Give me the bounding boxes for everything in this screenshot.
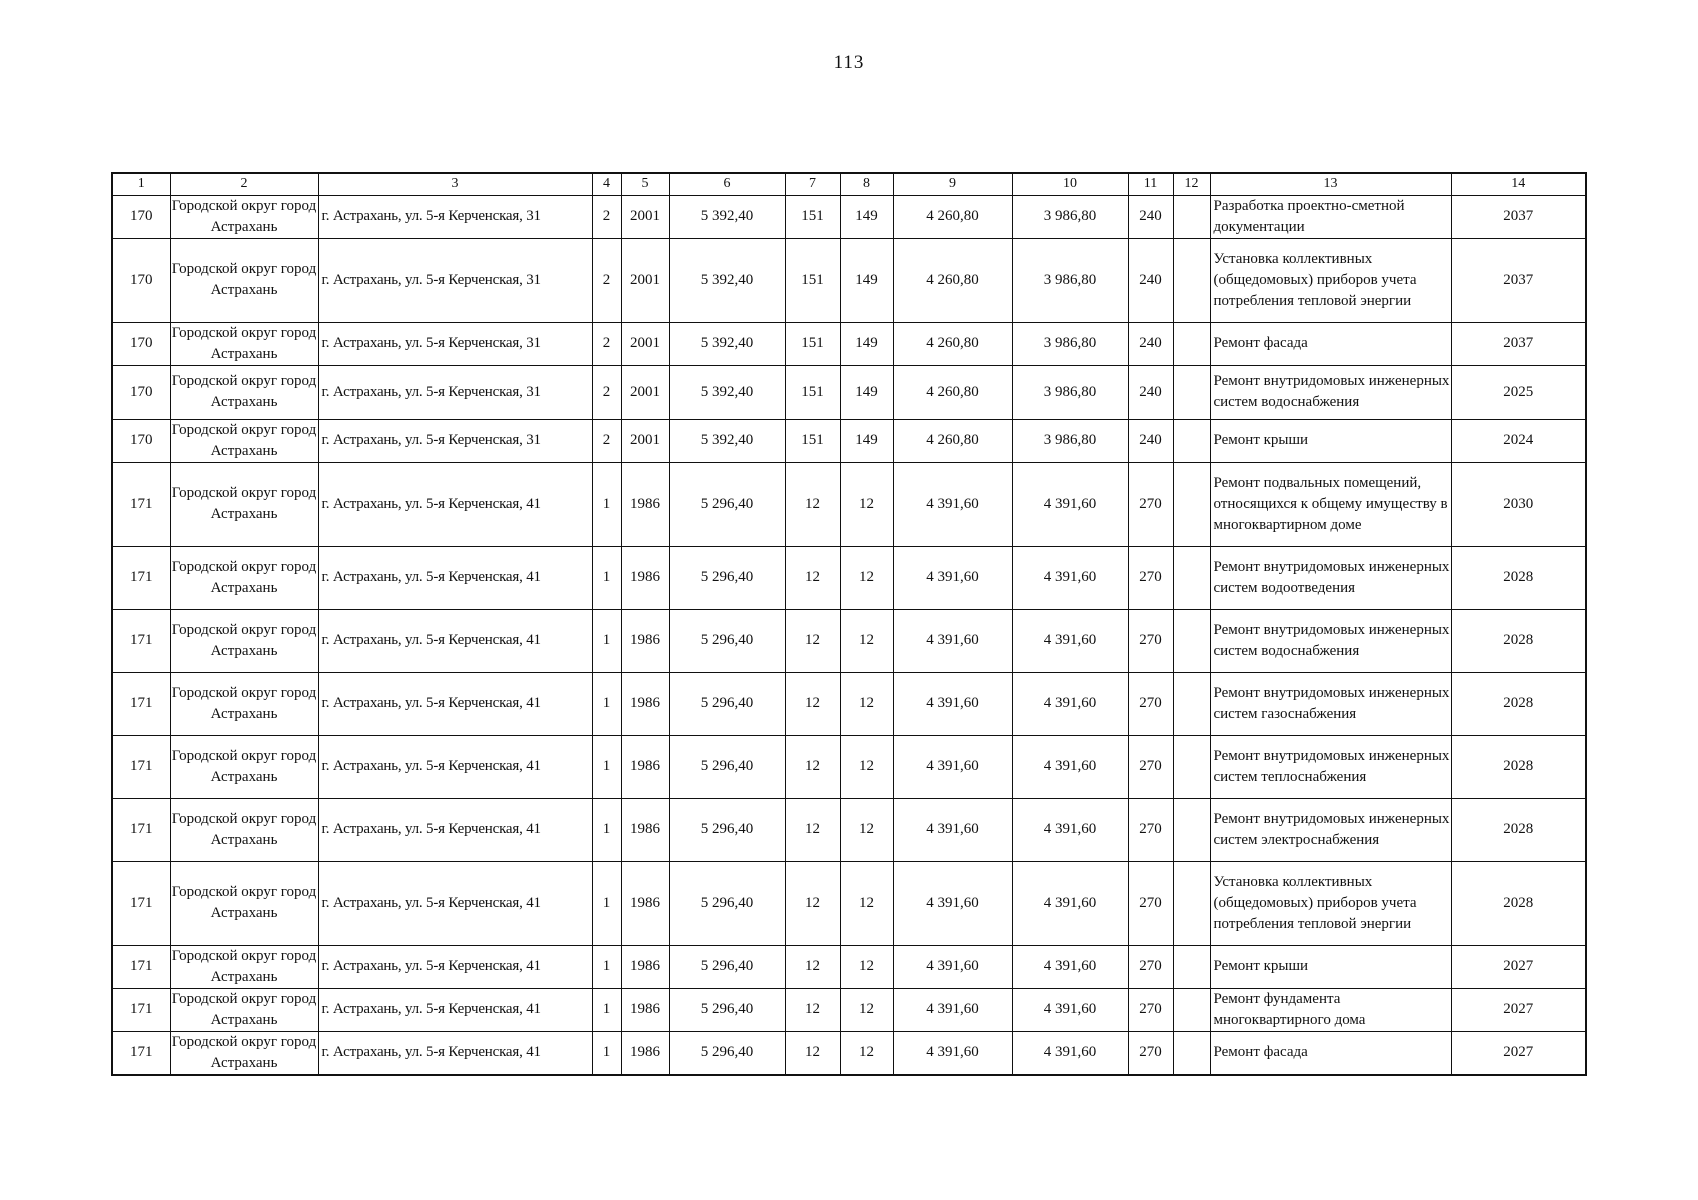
col8-cell: 149 xyxy=(840,322,893,365)
table-row xyxy=(112,735,1586,798)
col7-cell: 12 xyxy=(785,945,840,988)
col9-cell: 4 391,60 xyxy=(893,798,1012,861)
row-number: 170 xyxy=(112,365,170,419)
column-header-3: 3 xyxy=(318,173,592,195)
table-row xyxy=(112,945,1586,988)
col10-cell: 3 986,80 xyxy=(1012,365,1128,419)
col4-cell: 1 xyxy=(592,798,621,861)
col9-cell: 4 260,80 xyxy=(893,365,1012,419)
col7-cell: 12 xyxy=(785,462,840,546)
col8-cell: 12 xyxy=(840,735,893,798)
year-built-cell: 1986 xyxy=(621,945,669,988)
total-area-cell: 5 296,40 xyxy=(669,735,785,798)
col4-cell: 1 xyxy=(592,988,621,1031)
municipality-cell: Городской округ город Астрахань xyxy=(170,735,318,798)
table-row xyxy=(112,798,1586,861)
total-area-cell: 5 392,40 xyxy=(669,365,785,419)
total-area-cell: 5 296,40 xyxy=(669,1031,785,1075)
year-built-cell: 2001 xyxy=(621,195,669,238)
col8-cell: 12 xyxy=(840,945,893,988)
address-cell: г. Астрахань, ул. 5-я Керченская, 41 xyxy=(318,672,592,735)
address-cell: г. Астрахань, ул. 5-я Керченская, 31 xyxy=(318,365,592,419)
col7-cell: 12 xyxy=(785,735,840,798)
planned-year-cell: 2027 xyxy=(1451,988,1586,1031)
col10-cell: 3 986,80 xyxy=(1012,419,1128,462)
row-number: 170 xyxy=(112,238,170,322)
year-built-cell: 1986 xyxy=(621,798,669,861)
work-type-cell: Ремонт фасада xyxy=(1210,322,1451,365)
work-type-cell: Ремонт внутридомовых инженерных систем электроснабжения xyxy=(1210,798,1451,861)
col4-cell: 1 xyxy=(592,945,621,988)
year-built-cell: 1986 xyxy=(621,988,669,1031)
address-cell: г. Астрахань, ул. 5-я Керченская, 31 xyxy=(318,322,592,365)
col12-cell xyxy=(1173,365,1210,419)
municipality-cell: Городской округ город Астрахань xyxy=(170,546,318,609)
work-type-cell: Ремонт внутридомовых инженерных систем водоотведения xyxy=(1210,546,1451,609)
column-header-6: 6 xyxy=(669,173,785,195)
col7-cell: 151 xyxy=(785,419,840,462)
col11-cell: 240 xyxy=(1128,322,1173,365)
col9-cell: 4 391,60 xyxy=(893,1031,1012,1075)
year-built-cell: 1986 xyxy=(621,462,669,546)
col10-cell: 4 391,60 xyxy=(1012,798,1128,861)
table-header xyxy=(112,173,1586,195)
table-row xyxy=(112,1031,1586,1075)
col12-cell xyxy=(1173,735,1210,798)
col12-cell xyxy=(1173,861,1210,945)
col7-cell: 151 xyxy=(785,195,840,238)
col9-cell: 4 391,60 xyxy=(893,609,1012,672)
table-row xyxy=(112,672,1586,735)
col12-cell xyxy=(1173,988,1210,1031)
table-row xyxy=(112,195,1586,238)
col11-cell: 270 xyxy=(1128,798,1173,861)
row-number: 171 xyxy=(112,462,170,546)
total-area-cell: 5 296,40 xyxy=(669,462,785,546)
col12-cell xyxy=(1173,672,1210,735)
col8-cell: 149 xyxy=(840,365,893,419)
year-built-cell: 1986 xyxy=(621,735,669,798)
address-cell: г. Астрахань, ул. 5-я Керченская, 41 xyxy=(318,735,592,798)
work-type-cell: Ремонт внутридомовых инженерных систем теплоснабжения xyxy=(1210,735,1451,798)
col9-cell: 4 391,60 xyxy=(893,945,1012,988)
total-area-cell: 5 392,40 xyxy=(669,238,785,322)
col11-cell: 240 xyxy=(1128,365,1173,419)
col11-cell: 270 xyxy=(1128,546,1173,609)
total-area-cell: 5 296,40 xyxy=(669,672,785,735)
column-header-11: 11 xyxy=(1128,173,1173,195)
year-built-cell: 2001 xyxy=(621,322,669,365)
column-header-14: 14 xyxy=(1451,173,1586,195)
col4-cell: 1 xyxy=(592,462,621,546)
col10-cell: 4 391,60 xyxy=(1012,861,1128,945)
col10-cell: 3 986,80 xyxy=(1012,195,1128,238)
table-body xyxy=(112,195,1586,1075)
col9-cell: 4 391,60 xyxy=(893,546,1012,609)
total-area-cell: 5 296,40 xyxy=(669,609,785,672)
planned-year-cell: 2028 xyxy=(1451,609,1586,672)
address-cell: г. Астрахань, ул. 5-я Керченская, 41 xyxy=(318,861,592,945)
year-built-cell: 1986 xyxy=(621,609,669,672)
col12-cell xyxy=(1173,1031,1210,1075)
work-type-cell: Ремонт подвальных помещений, относящихся к общему имуществу в многоквартирном доме xyxy=(1210,462,1451,546)
col4-cell: 2 xyxy=(592,365,621,419)
col7-cell: 151 xyxy=(785,322,840,365)
planned-year-cell: 2027 xyxy=(1451,1031,1586,1075)
municipality-cell: Городской округ город Астрахань xyxy=(170,462,318,546)
table-row xyxy=(112,419,1586,462)
col9-cell: 4 260,80 xyxy=(893,195,1012,238)
row-number: 171 xyxy=(112,988,170,1031)
col11-cell: 270 xyxy=(1128,609,1173,672)
col8-cell: 12 xyxy=(840,672,893,735)
col12-cell xyxy=(1173,798,1210,861)
row-number: 171 xyxy=(112,945,170,988)
col11-cell: 270 xyxy=(1128,1031,1173,1075)
year-built-cell: 1986 xyxy=(621,1031,669,1075)
col11-cell: 270 xyxy=(1128,861,1173,945)
address-cell: г. Астрахань, ул. 5-я Керченская, 41 xyxy=(318,462,592,546)
municipality-cell: Городской округ город Астрахань xyxy=(170,988,318,1031)
col7-cell: 151 xyxy=(785,238,840,322)
table-row xyxy=(112,609,1586,672)
row-number: 170 xyxy=(112,419,170,462)
column-header-1: 1 xyxy=(112,173,170,195)
col11-cell: 270 xyxy=(1128,988,1173,1031)
col4-cell: 1 xyxy=(592,1031,621,1075)
year-built-cell: 1986 xyxy=(621,861,669,945)
municipality-cell: Городской округ город Астрахань xyxy=(170,861,318,945)
col12-cell xyxy=(1173,945,1210,988)
col8-cell: 149 xyxy=(840,238,893,322)
col4-cell: 2 xyxy=(592,195,621,238)
col10-cell: 4 391,60 xyxy=(1012,988,1128,1031)
column-header-12: 12 xyxy=(1173,173,1210,195)
column-header-7: 7 xyxy=(785,173,840,195)
col7-cell: 12 xyxy=(785,988,840,1031)
col10-cell: 4 391,60 xyxy=(1012,945,1128,988)
col10-cell: 4 391,60 xyxy=(1012,462,1128,546)
planned-year-cell: 2028 xyxy=(1451,798,1586,861)
col8-cell: 12 xyxy=(840,462,893,546)
planned-year-cell: 2028 xyxy=(1451,672,1586,735)
municipality-cell: Городской округ город Астрахань xyxy=(170,365,318,419)
work-type-cell: Ремонт внутридомовых инженерных систем газоснабжения xyxy=(1210,672,1451,735)
year-built-cell: 1986 xyxy=(621,546,669,609)
year-built-cell: 2001 xyxy=(621,238,669,322)
work-type-cell: Ремонт внутридомовых инженерных систем водоснабжения xyxy=(1210,365,1451,419)
row-number: 171 xyxy=(112,735,170,798)
table-row xyxy=(112,988,1586,1031)
row-number: 171 xyxy=(112,798,170,861)
table-row xyxy=(112,322,1586,365)
col11-cell: 240 xyxy=(1128,195,1173,238)
work-type-cell: Ремонт фундамента многоквартирного дома xyxy=(1210,988,1451,1031)
column-header-2: 2 xyxy=(170,173,318,195)
col9-cell: 4 391,60 xyxy=(893,861,1012,945)
col8-cell: 149 xyxy=(840,195,893,238)
schedule-table xyxy=(111,172,1587,1076)
col8-cell: 12 xyxy=(840,546,893,609)
col10-cell: 4 391,60 xyxy=(1012,735,1128,798)
column-header-8: 8 xyxy=(840,173,893,195)
col10-cell: 3 986,80 xyxy=(1012,238,1128,322)
col9-cell: 4 391,60 xyxy=(893,462,1012,546)
col8-cell: 149 xyxy=(840,419,893,462)
col4-cell: 2 xyxy=(592,419,621,462)
col12-cell xyxy=(1173,609,1210,672)
header-row xyxy=(112,173,1586,195)
col9-cell: 4 391,60 xyxy=(893,672,1012,735)
address-cell: г. Астрахань, ул. 5-я Керченская, 41 xyxy=(318,988,592,1031)
municipality-cell: Городской округ город Астрахань xyxy=(170,238,318,322)
address-cell: г. Астрахань, ул. 5-я Керченская, 41 xyxy=(318,609,592,672)
col10-cell: 3 986,80 xyxy=(1012,322,1128,365)
col4-cell: 1 xyxy=(592,861,621,945)
col8-cell: 12 xyxy=(840,988,893,1031)
col11-cell: 270 xyxy=(1128,462,1173,546)
column-header-13: 13 xyxy=(1210,173,1451,195)
year-built-cell: 2001 xyxy=(621,365,669,419)
col12-cell xyxy=(1173,195,1210,238)
col10-cell: 4 391,60 xyxy=(1012,672,1128,735)
col9-cell: 4 260,80 xyxy=(893,238,1012,322)
col10-cell: 4 391,60 xyxy=(1012,609,1128,672)
year-built-cell: 2001 xyxy=(621,419,669,462)
column-header-4: 4 xyxy=(592,173,621,195)
address-cell: г. Астрахань, ул. 5-я Керченская, 31 xyxy=(318,238,592,322)
municipality-cell: Городской округ город Астрахань xyxy=(170,1031,318,1075)
work-type-cell: Установка коллективных (общедомовых) приборов учета потребления тепловой энергии xyxy=(1210,238,1451,322)
planned-year-cell: 2025 xyxy=(1451,365,1586,419)
col4-cell: 1 xyxy=(592,672,621,735)
col7-cell: 12 xyxy=(785,1031,840,1075)
municipality-cell: Городской округ город Астрахань xyxy=(170,672,318,735)
row-number: 171 xyxy=(112,861,170,945)
total-area-cell: 5 392,40 xyxy=(669,419,785,462)
col12-cell xyxy=(1173,238,1210,322)
planned-year-cell: 2027 xyxy=(1451,945,1586,988)
planned-year-cell: 2037 xyxy=(1451,195,1586,238)
col4-cell: 1 xyxy=(592,546,621,609)
col11-cell: 240 xyxy=(1128,419,1173,462)
col7-cell: 12 xyxy=(785,798,840,861)
col11-cell: 270 xyxy=(1128,945,1173,988)
planned-year-cell: 2030 xyxy=(1451,462,1586,546)
table-row xyxy=(112,238,1586,322)
col9-cell: 4 260,80 xyxy=(893,322,1012,365)
planned-year-cell: 2028 xyxy=(1451,861,1586,945)
col7-cell: 12 xyxy=(785,861,840,945)
col12-cell xyxy=(1173,462,1210,546)
table-row xyxy=(112,462,1586,546)
row-number: 170 xyxy=(112,322,170,365)
column-header-5: 5 xyxy=(621,173,669,195)
row-number: 170 xyxy=(112,195,170,238)
address-cell: г. Астрахань, ул. 5-я Керченская, 41 xyxy=(318,945,592,988)
col9-cell: 4 391,60 xyxy=(893,735,1012,798)
col7-cell: 12 xyxy=(785,672,840,735)
col7-cell: 12 xyxy=(785,609,840,672)
work-type-cell: Ремонт крыши xyxy=(1210,419,1451,462)
col10-cell: 4 391,60 xyxy=(1012,546,1128,609)
year-built-cell: 1986 xyxy=(621,672,669,735)
municipality-cell: Городской округ город Астрахань xyxy=(170,419,318,462)
table-row xyxy=(112,365,1586,419)
work-type-cell: Установка коллективных (общедомовых) приборов учета потребления тепловой энергии xyxy=(1210,861,1451,945)
municipality-cell: Городской округ город Астрахань xyxy=(170,945,318,988)
municipality-cell: Городской округ город Астрахань xyxy=(170,195,318,238)
planned-year-cell: 2028 xyxy=(1451,546,1586,609)
work-type-cell: Ремонт фасада xyxy=(1210,1031,1451,1075)
col11-cell: 270 xyxy=(1128,735,1173,798)
col8-cell: 12 xyxy=(840,1031,893,1075)
col7-cell: 12 xyxy=(785,546,840,609)
col12-cell xyxy=(1173,419,1210,462)
total-area-cell: 5 296,40 xyxy=(669,546,785,609)
col4-cell: 2 xyxy=(592,238,621,322)
total-area-cell: 5 392,40 xyxy=(669,195,785,238)
col11-cell: 270 xyxy=(1128,672,1173,735)
col10-cell: 4 391,60 xyxy=(1012,1031,1128,1075)
total-area-cell: 5 296,40 xyxy=(669,861,785,945)
work-type-cell: Ремонт внутридомовых инженерных систем водоснабжения xyxy=(1210,609,1451,672)
planned-year-cell: 2037 xyxy=(1451,238,1586,322)
col12-cell xyxy=(1173,546,1210,609)
row-number: 171 xyxy=(112,546,170,609)
work-type-cell: Ремонт крыши xyxy=(1210,945,1451,988)
col4-cell: 2 xyxy=(592,322,621,365)
col4-cell: 1 xyxy=(592,735,621,798)
address-cell: г. Астрахань, ул. 5-я Керченская, 41 xyxy=(318,546,592,609)
address-cell: г. Астрахань, ул. 5-я Керченская, 31 xyxy=(318,195,592,238)
address-cell: г. Астрахань, ул. 5-я Керченская, 41 xyxy=(318,1031,592,1075)
planned-year-cell: 2024 xyxy=(1451,419,1586,462)
col12-cell xyxy=(1173,322,1210,365)
address-cell: г. Астрахань, ул. 5-я Керченская, 31 xyxy=(318,419,592,462)
table-row xyxy=(112,546,1586,609)
col8-cell: 12 xyxy=(840,798,893,861)
municipality-cell: Городской округ город Астрахань xyxy=(170,322,318,365)
total-area-cell: 5 392,40 xyxy=(669,322,785,365)
row-number: 171 xyxy=(112,1031,170,1075)
col8-cell: 12 xyxy=(840,609,893,672)
column-header-9: 9 xyxy=(893,173,1012,195)
planned-year-cell: 2028 xyxy=(1451,735,1586,798)
col8-cell: 12 xyxy=(840,861,893,945)
column-header-10: 10 xyxy=(1012,173,1128,195)
col9-cell: 4 391,60 xyxy=(893,988,1012,1031)
col7-cell: 151 xyxy=(785,365,840,419)
row-number: 171 xyxy=(112,672,170,735)
total-area-cell: 5 296,40 xyxy=(669,798,785,861)
table-row xyxy=(112,861,1586,945)
planned-year-cell: 2037 xyxy=(1451,322,1586,365)
total-area-cell: 5 296,40 xyxy=(669,988,785,1031)
page-number: 113 xyxy=(833,52,865,73)
col4-cell: 1 xyxy=(592,609,621,672)
col9-cell: 4 260,80 xyxy=(893,419,1012,462)
work-type-cell: Разработка проектно-сметной документации xyxy=(1210,195,1451,238)
municipality-cell: Городской округ город Астрахань xyxy=(170,798,318,861)
total-area-cell: 5 296,40 xyxy=(669,945,785,988)
col11-cell: 240 xyxy=(1128,238,1173,322)
address-cell: г. Астрахань, ул. 5-я Керченская, 41 xyxy=(318,798,592,861)
row-number: 171 xyxy=(112,609,170,672)
municipality-cell: Городской округ город Астрахань xyxy=(170,609,318,672)
